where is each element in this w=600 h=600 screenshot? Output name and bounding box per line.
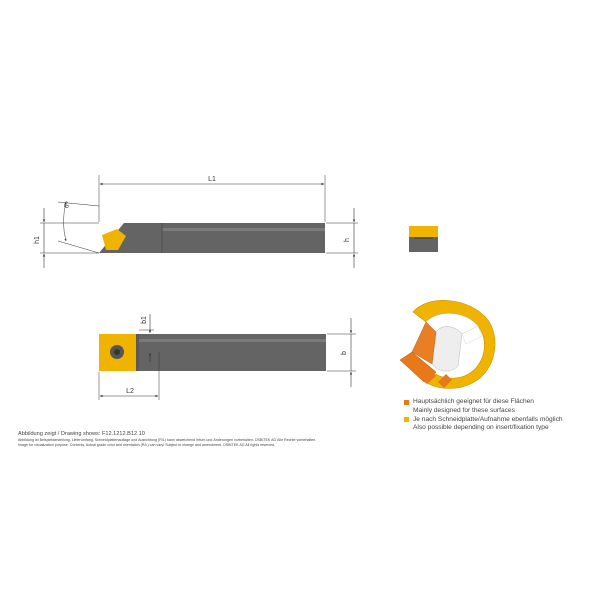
front-view bbox=[409, 226, 438, 252]
legend-secondary-de: Je nach Schneidplatte/Aufnahme ebenfalls möglich bbox=[413, 415, 563, 423]
legend-primary-en: Mainly designed for these surfaces bbox=[413, 406, 515, 414]
side-view-shank bbox=[162, 223, 325, 253]
legend-secondary-en: Also possible depending on insert/fixation type bbox=[413, 424, 549, 432]
top-view-screw-hole bbox=[114, 349, 120, 355]
angle-ref-line-2 bbox=[58, 241, 99, 253]
front-view-seat bbox=[414, 237, 433, 239]
drawing-notes bbox=[18, 431, 398, 448]
disclaimer-en: Image for visualization purpose. Contents, Actual grade color and orientation (R/L) can vary! Subject to change and amendment. OSBITEK AG All rights reserved. bbox=[18, 443, 276, 447]
legend-primary-de: Hauptsächlich geeignet für diese Flächen bbox=[413, 398, 534, 405]
legend-primary-row bbox=[404, 398, 594, 407]
workpiece-illustration bbox=[400, 300, 495, 388]
side-view-shank-highlight bbox=[162, 228, 325, 231]
primary-color-swatch bbox=[404, 400, 409, 405]
front-view-insert bbox=[409, 226, 438, 237]
side-view bbox=[34, 175, 358, 268]
h-label: h bbox=[344, 238, 351, 242]
workpiece-cut-face bbox=[432, 327, 462, 372]
top-view bbox=[99, 314, 356, 400]
b1-label: b1 bbox=[141, 316, 148, 324]
secondary-color-swatch bbox=[404, 417, 409, 422]
legend bbox=[404, 398, 594, 433]
h1-label: h1 bbox=[34, 236, 41, 244]
legend-secondary-row bbox=[404, 416, 594, 425]
l2-label: L2 bbox=[126, 388, 134, 395]
top-view-shank-highlight bbox=[139, 339, 326, 342]
angle-label: 6° bbox=[62, 200, 73, 210]
l1-label: L1 bbox=[208, 176, 216, 183]
b-label: b bbox=[341, 351, 348, 355]
drawing-shows-note: Abbildung zeigt / Drawing shows: F12.1212.B12.10 bbox=[18, 431, 145, 437]
disclaimer-de: Abbildung ist Beispieldarstellung, Lieferumfang, Schneidplattenauflage und Ausrichtung (R/L) kann abweichend Irrtum und Änderungen vorbehalten. OSBITEK AG Alle Rechte vorbehalten. bbox=[18, 438, 317, 442]
